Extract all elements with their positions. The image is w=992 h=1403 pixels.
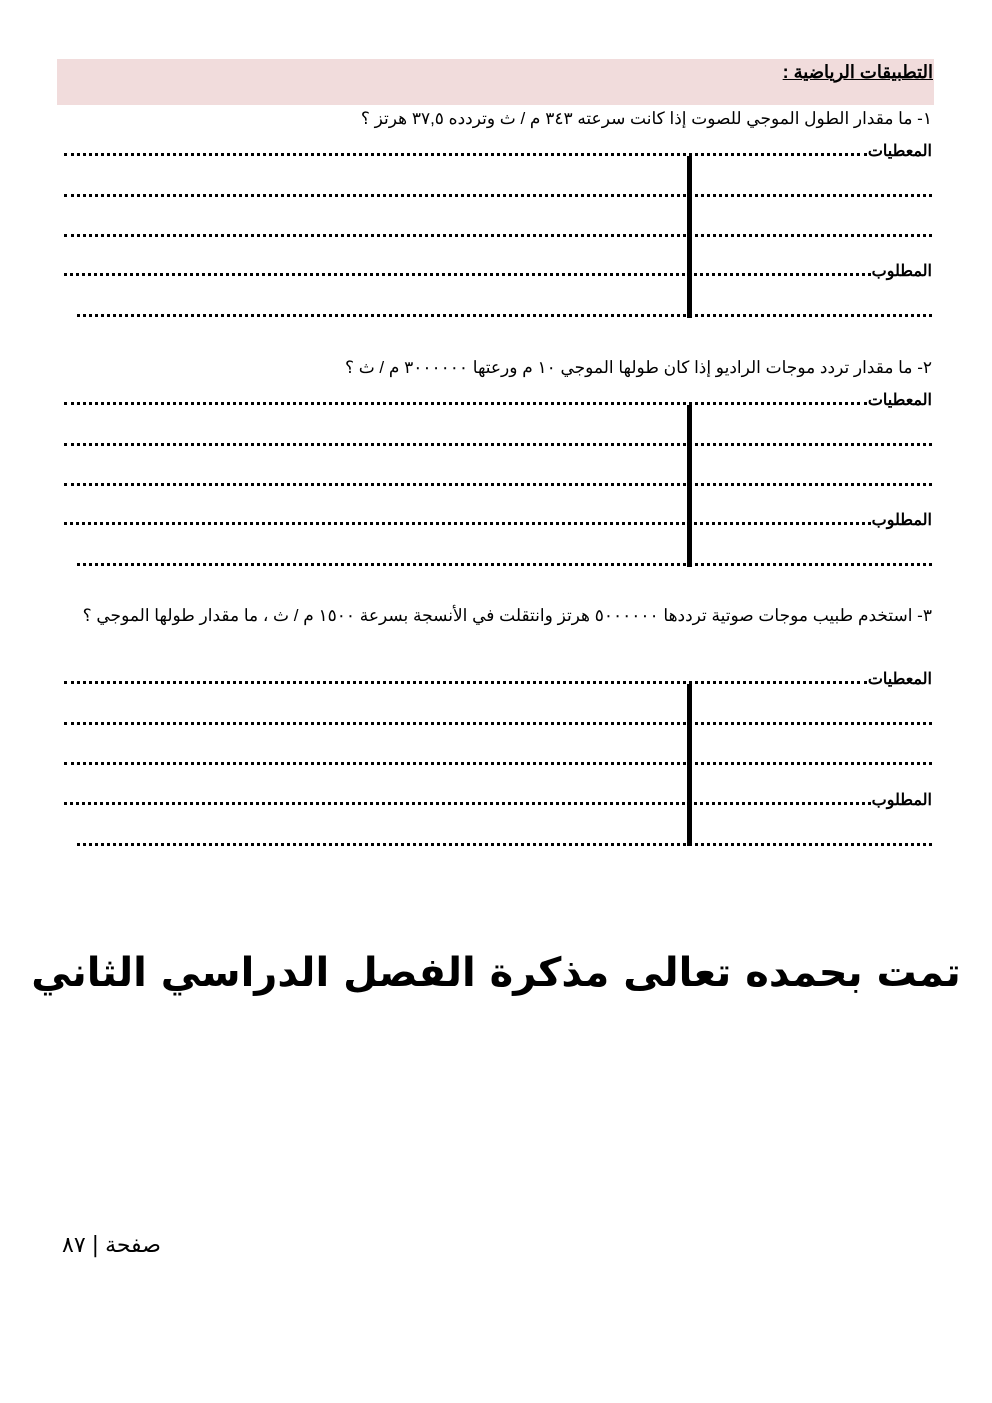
- page-number: ٨٧: [62, 1233, 86, 1258]
- given-label: المعطيات: [867, 671, 932, 688]
- question-1: ١- ما مقدار الطول الموجي للصوت إذا كانت سرعته ٣٤٣ م / ث وتردده ٣٧,٥ هرتز ؟: [360, 109, 932, 128]
- section-title: التطبيقات الرياضية :: [782, 62, 933, 82]
- answer-line: [64, 708, 932, 730]
- answer-line: [77, 300, 932, 322]
- answer-line-required: [64, 508, 932, 530]
- answer-line-required: [64, 788, 932, 810]
- required-label: المطلوب: [871, 263, 932, 280]
- answer-line: [77, 549, 932, 571]
- question-3: ٣- استخدم طبيب موجات صوتية ترددها ٥٠٠٠٠٠٠ هرتز وانتقلت في الأنسجة بسرعة ١٥٠٠ م / ث ، ما مقدار طولها الموجي ؟: [82, 606, 932, 625]
- closing-title: تمت بحمده تعالى مذكرة الفصل الدراسي الثاني: [31, 950, 961, 996]
- answer-line-given: [64, 388, 932, 410]
- divider-line: [687, 405, 692, 567]
- answer-line-given: [64, 667, 932, 689]
- given-label: المعطيات: [867, 392, 932, 409]
- required-label: المطلوب: [871, 512, 932, 529]
- answer-line-required: [64, 259, 932, 281]
- page-word: صفحة: [105, 1233, 161, 1258]
- page-footer: [62, 1233, 161, 1258]
- answer-line: [64, 180, 932, 202]
- answer-line: [77, 829, 932, 851]
- answer-line: [64, 429, 932, 451]
- required-label: المطلوب: [871, 792, 932, 809]
- given-label: المعطيات: [867, 143, 932, 160]
- answer-line: [64, 748, 932, 770]
- answer-line: [64, 220, 932, 242]
- page-separator: |: [91, 1233, 100, 1258]
- question-2: ٢- ما مقدار تردد موجات الراديو إذا كان طولها الموجي ١٠ م ورعتها ٣٠٠٠٠٠٠ م / ث ؟: [344, 358, 932, 377]
- answer-line: [64, 469, 932, 491]
- divider-line: [687, 684, 692, 846]
- answer-line-given: [64, 139, 932, 161]
- divider-line: [687, 156, 692, 318]
